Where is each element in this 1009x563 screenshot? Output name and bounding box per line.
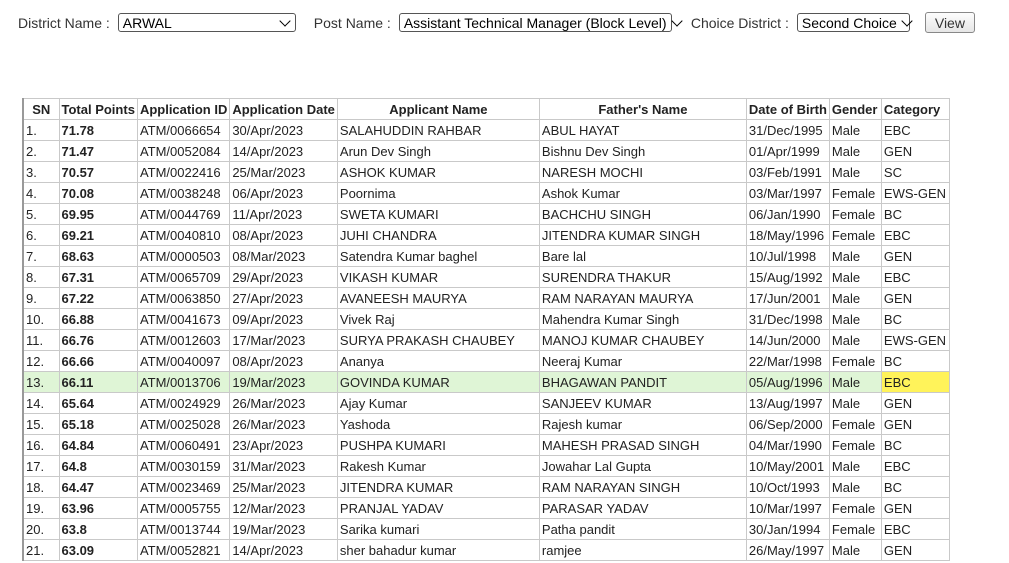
table-row <box>23 225 949 246</box>
cell-date-of-birth: 13/Aug/1997 <box>746 393 829 414</box>
cell-date-of-birth: 03/Feb/1991 <box>746 162 829 183</box>
cell-fathers-name: RAM NARAYAN SINGH <box>539 477 746 498</box>
cell-application-id: ATM/0030159 <box>137 456 229 477</box>
cell-fathers-name: RAM NARAYAN MAURYA <box>539 288 746 309</box>
cell-sn: 21. <box>23 540 59 561</box>
cell-application-date: 14/Apr/2023 <box>230 540 338 561</box>
cell-gender: Male <box>829 540 881 561</box>
cell-application-id: ATM/0012603 <box>137 330 229 351</box>
cell-fathers-name: Patha pandit <box>539 519 746 540</box>
cell-category: GEN <box>881 288 949 309</box>
cell-gender: Male <box>829 309 881 330</box>
header-total-points: Total Points <box>59 99 137 120</box>
cell-category: GEN <box>881 393 949 414</box>
choice-district-select[interactable] <box>797 13 910 32</box>
cell-sn: 6. <box>23 225 59 246</box>
cell-gender: Female <box>829 519 881 540</box>
cell-applicant-name: sher bahadur kumar <box>337 540 539 561</box>
cell-application-date: 30/Apr/2023 <box>230 120 338 141</box>
cell-date-of-birth: 31/Dec/1998 <box>746 309 829 330</box>
cell-category: GEN <box>881 246 949 267</box>
header-date-of-birth: Date of Birth <box>746 99 829 120</box>
cell-applicant-name: PUSHPA KUMARI <box>337 435 539 456</box>
cell-category: GEN <box>881 498 949 519</box>
cell-applicant-name: ASHOK KUMAR <box>337 162 539 183</box>
table-row <box>23 330 949 351</box>
cell-application-id: ATM/0040097 <box>137 351 229 372</box>
table-row <box>23 183 949 204</box>
cell-applicant-name: Ajay Kumar <box>337 393 539 414</box>
cell-sn: 20. <box>23 519 59 540</box>
table-row <box>23 414 949 435</box>
cell-applicant-name: Vivek Raj <box>337 309 539 330</box>
cell-application-date: 19/Mar/2023 <box>230 372 338 393</box>
cell-category: BC <box>881 435 949 456</box>
cell-category: BC <box>881 309 949 330</box>
cell-fathers-name: Rajesh kumar <box>539 414 746 435</box>
cell-fathers-name: Ashok Kumar <box>539 183 746 204</box>
cell-category: EBC <box>881 225 949 246</box>
district-select[interactable] <box>118 13 296 32</box>
cell-sn: 2. <box>23 141 59 162</box>
cell-total-points: 63.09 <box>59 540 137 561</box>
cell-fathers-name: Jowahar Lal Gupta <box>539 456 746 477</box>
cell-sn: 15. <box>23 414 59 435</box>
cell-application-date: 06/Apr/2023 <box>230 183 338 204</box>
table-row <box>23 141 949 162</box>
cell-total-points: 66.11 <box>59 372 137 393</box>
cell-total-points: 69.95 <box>59 204 137 225</box>
district-select-value: ARWAL <box>122 14 172 31</box>
cell-applicant-name: JUHI CHANDRA <box>337 225 539 246</box>
table-row <box>23 120 949 141</box>
cell-category: BC <box>881 477 949 498</box>
cell-gender: Female <box>829 225 881 246</box>
filter-bar <box>18 12 975 33</box>
cell-application-id: ATM/0013744 <box>137 519 229 540</box>
cell-application-date: 25/Mar/2023 <box>230 162 338 183</box>
cell-application-date: 14/Apr/2023 <box>230 141 338 162</box>
cell-total-points: 66.66 <box>59 351 137 372</box>
post-label: Post Name : <box>313 14 391 31</box>
cell-application-date: 08/Apr/2023 <box>230 225 338 246</box>
cell-gender: Female <box>829 498 881 519</box>
cell-total-points: 66.76 <box>59 330 137 351</box>
cell-sn: 1. <box>23 120 59 141</box>
cell-fathers-name: Bare lal <box>539 246 746 267</box>
cell-application-id: ATM/0044769 <box>137 204 229 225</box>
cell-application-date: 09/Apr/2023 <box>230 309 338 330</box>
cell-application-date: 26/Mar/2023 <box>230 393 338 414</box>
cell-date-of-birth: 10/Oct/1993 <box>746 477 829 498</box>
table-row <box>23 435 949 456</box>
cell-sn: 10. <box>23 309 59 330</box>
cell-date-of-birth: 10/Mar/1997 <box>746 498 829 519</box>
cell-gender: Female <box>829 183 881 204</box>
cell-gender: Male <box>829 120 881 141</box>
cell-date-of-birth: 22/Mar/1998 <box>746 351 829 372</box>
cell-application-id: ATM/0052821 <box>137 540 229 561</box>
table-body <box>23 120 949 561</box>
cell-applicant-name: Satendra Kumar baghel <box>337 246 539 267</box>
table-header-row <box>23 99 949 120</box>
cell-application-date: 25/Mar/2023 <box>230 477 338 498</box>
cell-category: EBC <box>881 120 949 141</box>
cell-applicant-name: SWETA KUMARI <box>337 204 539 225</box>
cell-applicant-name: Arun Dev Singh <box>337 141 539 162</box>
cell-application-date: 26/Mar/2023 <box>230 414 338 435</box>
cell-total-points: 68.63 <box>59 246 137 267</box>
cell-date-of-birth: 03/Mar/1997 <box>746 183 829 204</box>
cell-gender: Female <box>829 204 881 225</box>
cell-application-date: 29/Apr/2023 <box>230 267 338 288</box>
table-row <box>23 288 949 309</box>
cell-category: BC <box>881 204 949 225</box>
cell-application-id: ATM/0005755 <box>137 498 229 519</box>
cell-total-points: 65.18 <box>59 414 137 435</box>
cell-applicant-name: VIKASH KUMAR <box>337 267 539 288</box>
cell-sn: 9. <box>23 288 59 309</box>
table-row <box>23 351 949 372</box>
cell-total-points: 63.8 <box>59 519 137 540</box>
cell-sn: 19. <box>23 498 59 519</box>
cell-application-date: 23/Apr/2023 <box>230 435 338 456</box>
table-row <box>23 498 949 519</box>
cell-sn: 18. <box>23 477 59 498</box>
cell-application-date: 11/Apr/2023 <box>230 204 338 225</box>
cell-applicant-name: GOVINDA KUMAR <box>337 372 539 393</box>
cell-category: GEN <box>881 141 949 162</box>
cell-date-of-birth: 10/Jul/1998 <box>746 246 829 267</box>
cell-applicant-name: Yashoda <box>337 414 539 435</box>
cell-fathers-name: ABUL HAYAT <box>539 120 746 141</box>
cell-application-id: ATM/0040810 <box>137 225 229 246</box>
table-row <box>23 246 949 267</box>
cell-fathers-name: ramjee <box>539 540 746 561</box>
cell-applicant-name: SALAHUDDIN RAHBAR <box>337 120 539 141</box>
cell-gender: Male <box>829 162 881 183</box>
cell-application-id: ATM/0065709 <box>137 267 229 288</box>
cell-application-date: 12/Mar/2023 <box>230 498 338 519</box>
cell-date-of-birth: 30/Jan/1994 <box>746 519 829 540</box>
cell-application-date: 08/Apr/2023 <box>230 351 338 372</box>
cell-sn: 11. <box>23 330 59 351</box>
cell-application-id: ATM/0038248 <box>137 183 229 204</box>
cell-fathers-name: JITENDRA KUMAR SINGH <box>539 225 746 246</box>
cell-sn: 3. <box>23 162 59 183</box>
post-select[interactable] <box>399 13 672 32</box>
cell-total-points: 71.47 <box>59 141 137 162</box>
header-gender: Gender <box>829 99 881 120</box>
header-applicant-name: Applicant Name <box>337 99 539 120</box>
cell-date-of-birth: 26/May/1997 <box>746 540 829 561</box>
cell-applicant-name: Sarika kumari <box>337 519 539 540</box>
cell-application-id: ATM/0066654 <box>137 120 229 141</box>
cell-date-of-birth: 05/Aug/1996 <box>746 372 829 393</box>
cell-application-id: ATM/0024929 <box>137 393 229 414</box>
header-fathers-name: Father's Name <box>539 99 746 120</box>
cell-application-id: ATM/0041673 <box>137 309 229 330</box>
cell-sn: 8. <box>23 267 59 288</box>
table-row <box>23 204 949 225</box>
table-row <box>23 540 949 561</box>
cell-date-of-birth: 15/Aug/1992 <box>746 267 829 288</box>
cell-total-points: 64.84 <box>59 435 137 456</box>
cell-gender: Male <box>829 477 881 498</box>
cell-gender: Female <box>829 414 881 435</box>
cell-gender: Male <box>829 246 881 267</box>
view-button[interactable]: View <box>925 12 975 33</box>
cell-applicant-name: JITENDRA KUMAR <box>337 477 539 498</box>
header-application-date: Application Date <box>230 99 338 120</box>
cell-applicant-name: AVANEESH MAURYA <box>337 288 539 309</box>
cell-application-id: ATM/0022416 <box>137 162 229 183</box>
cell-category: GEN <box>881 540 949 561</box>
chevron-down-icon <box>901 15 912 26</box>
cell-application-id: ATM/0025028 <box>137 414 229 435</box>
cell-application-id: ATM/0013706 <box>137 372 229 393</box>
cell-date-of-birth: 04/Mar/1990 <box>746 435 829 456</box>
cell-total-points: 69.21 <box>59 225 137 246</box>
cell-gender: Male <box>829 267 881 288</box>
cell-total-points: 66.88 <box>59 309 137 330</box>
choice-district-label: Choice District : <box>690 14 789 31</box>
header-sn: SN <box>23 99 59 120</box>
cell-date-of-birth: 31/Dec/1995 <box>746 120 829 141</box>
cell-date-of-birth: 17/Jun/2001 <box>746 288 829 309</box>
cell-fathers-name: Mahendra Kumar Singh <box>539 309 746 330</box>
cell-fathers-name: MANOJ KUMAR CHAUBEY <box>539 330 746 351</box>
table-row <box>23 393 949 414</box>
cell-gender: Male <box>829 393 881 414</box>
chevron-down-icon <box>671 15 682 26</box>
cell-application-date: 08/Mar/2023 <box>230 246 338 267</box>
cell-application-id: ATM/0000503 <box>137 246 229 267</box>
cell-category: GEN <box>881 414 949 435</box>
header-application-id: Application ID <box>137 99 229 120</box>
cell-fathers-name: Neeraj Kumar <box>539 351 746 372</box>
cell-total-points: 67.31 <box>59 267 137 288</box>
cell-application-id: ATM/0023469 <box>137 477 229 498</box>
cell-fathers-name: BHAGAWAN PANDIT <box>539 372 746 393</box>
cell-date-of-birth: 10/May/2001 <box>746 456 829 477</box>
cell-gender: Male <box>829 330 881 351</box>
cell-application-id: ATM/0052084 <box>137 141 229 162</box>
chevron-down-icon <box>279 15 290 26</box>
cell-category: EWS-GEN <box>881 330 949 351</box>
cell-date-of-birth: 06/Sep/2000 <box>746 414 829 435</box>
district-label: District Name : <box>18 14 110 31</box>
cell-total-points: 67.22 <box>59 288 137 309</box>
cell-date-of-birth: 06/Jan/1990 <box>746 204 829 225</box>
cell-category: EBC <box>881 372 949 393</box>
table-row <box>23 477 949 498</box>
cell-category: SC <box>881 162 949 183</box>
cell-application-id: ATM/0060491 <box>137 435 229 456</box>
table-row <box>23 519 949 540</box>
cell-gender: Male <box>829 456 881 477</box>
cell-application-date: 27/Apr/2023 <box>230 288 338 309</box>
cell-gender: Female <box>829 351 881 372</box>
cell-sn: 16. <box>23 435 59 456</box>
cell-category: EBC <box>881 456 949 477</box>
cell-date-of-birth: 14/Jun/2000 <box>746 330 829 351</box>
cell-applicant-name: Poornima <box>337 183 539 204</box>
cell-gender: Male <box>829 141 881 162</box>
table-row <box>23 267 949 288</box>
table-row <box>23 309 949 330</box>
cell-fathers-name: NARESH MOCHI <box>539 162 746 183</box>
cell-fathers-name: PARASAR YADAV <box>539 498 746 519</box>
cell-fathers-name: BACHCHU SINGH <box>539 204 746 225</box>
header-category: Category <box>881 99 949 120</box>
cell-total-points: 70.08 <box>59 183 137 204</box>
cell-applicant-name: Rakesh Kumar <box>337 456 539 477</box>
cell-total-points: 70.57 <box>59 162 137 183</box>
cell-category: EBC <box>881 267 949 288</box>
cell-sn: 12. <box>23 351 59 372</box>
cell-total-points: 64.8 <box>59 456 137 477</box>
cell-sn: 14. <box>23 393 59 414</box>
post-select-value: Assistant Technical Manager (Block Level) <box>403 14 667 31</box>
cell-application-date: 19/Mar/2023 <box>230 519 338 540</box>
cell-fathers-name: MAHESH PRASAD SINGH <box>539 435 746 456</box>
cell-fathers-name: SANJEEV KUMAR <box>539 393 746 414</box>
cell-application-date: 31/Mar/2023 <box>230 456 338 477</box>
cell-applicant-name: PRANJAL YADAV <box>337 498 539 519</box>
cell-application-date: 17/Mar/2023 <box>230 330 338 351</box>
merit-list-table <box>22 98 950 561</box>
cell-total-points: 63.96 <box>59 498 137 519</box>
cell-category: EBC <box>881 519 949 540</box>
cell-sn: 13. <box>23 372 59 393</box>
cell-total-points: 65.64 <box>59 393 137 414</box>
cell-sn: 7. <box>23 246 59 267</box>
cell-total-points: 64.47 <box>59 477 137 498</box>
cell-sn: 17. <box>23 456 59 477</box>
table-row <box>23 456 949 477</box>
cell-sn: 5. <box>23 204 59 225</box>
cell-application-id: ATM/0063850 <box>137 288 229 309</box>
cell-applicant-name: SURYA PRAKASH CHAUBEY <box>337 330 539 351</box>
cell-gender: Male <box>829 372 881 393</box>
cell-fathers-name: SURENDRA THAKUR <box>539 267 746 288</box>
cell-category: BC <box>881 351 949 372</box>
choice-district-select-value: Second Choice <box>801 14 897 31</box>
cell-total-points: 71.78 <box>59 120 137 141</box>
cell-date-of-birth: 18/May/1996 <box>746 225 829 246</box>
table-row <box>23 372 949 393</box>
cell-gender: Male <box>829 288 881 309</box>
cell-applicant-name: Ananya <box>337 351 539 372</box>
cell-fathers-name: Bishnu Dev Singh <box>539 141 746 162</box>
cell-date-of-birth: 01/Apr/1999 <box>746 141 829 162</box>
cell-sn: 4. <box>23 183 59 204</box>
cell-category: EWS-GEN <box>881 183 949 204</box>
cell-gender: Female <box>829 435 881 456</box>
table-row <box>23 162 949 183</box>
